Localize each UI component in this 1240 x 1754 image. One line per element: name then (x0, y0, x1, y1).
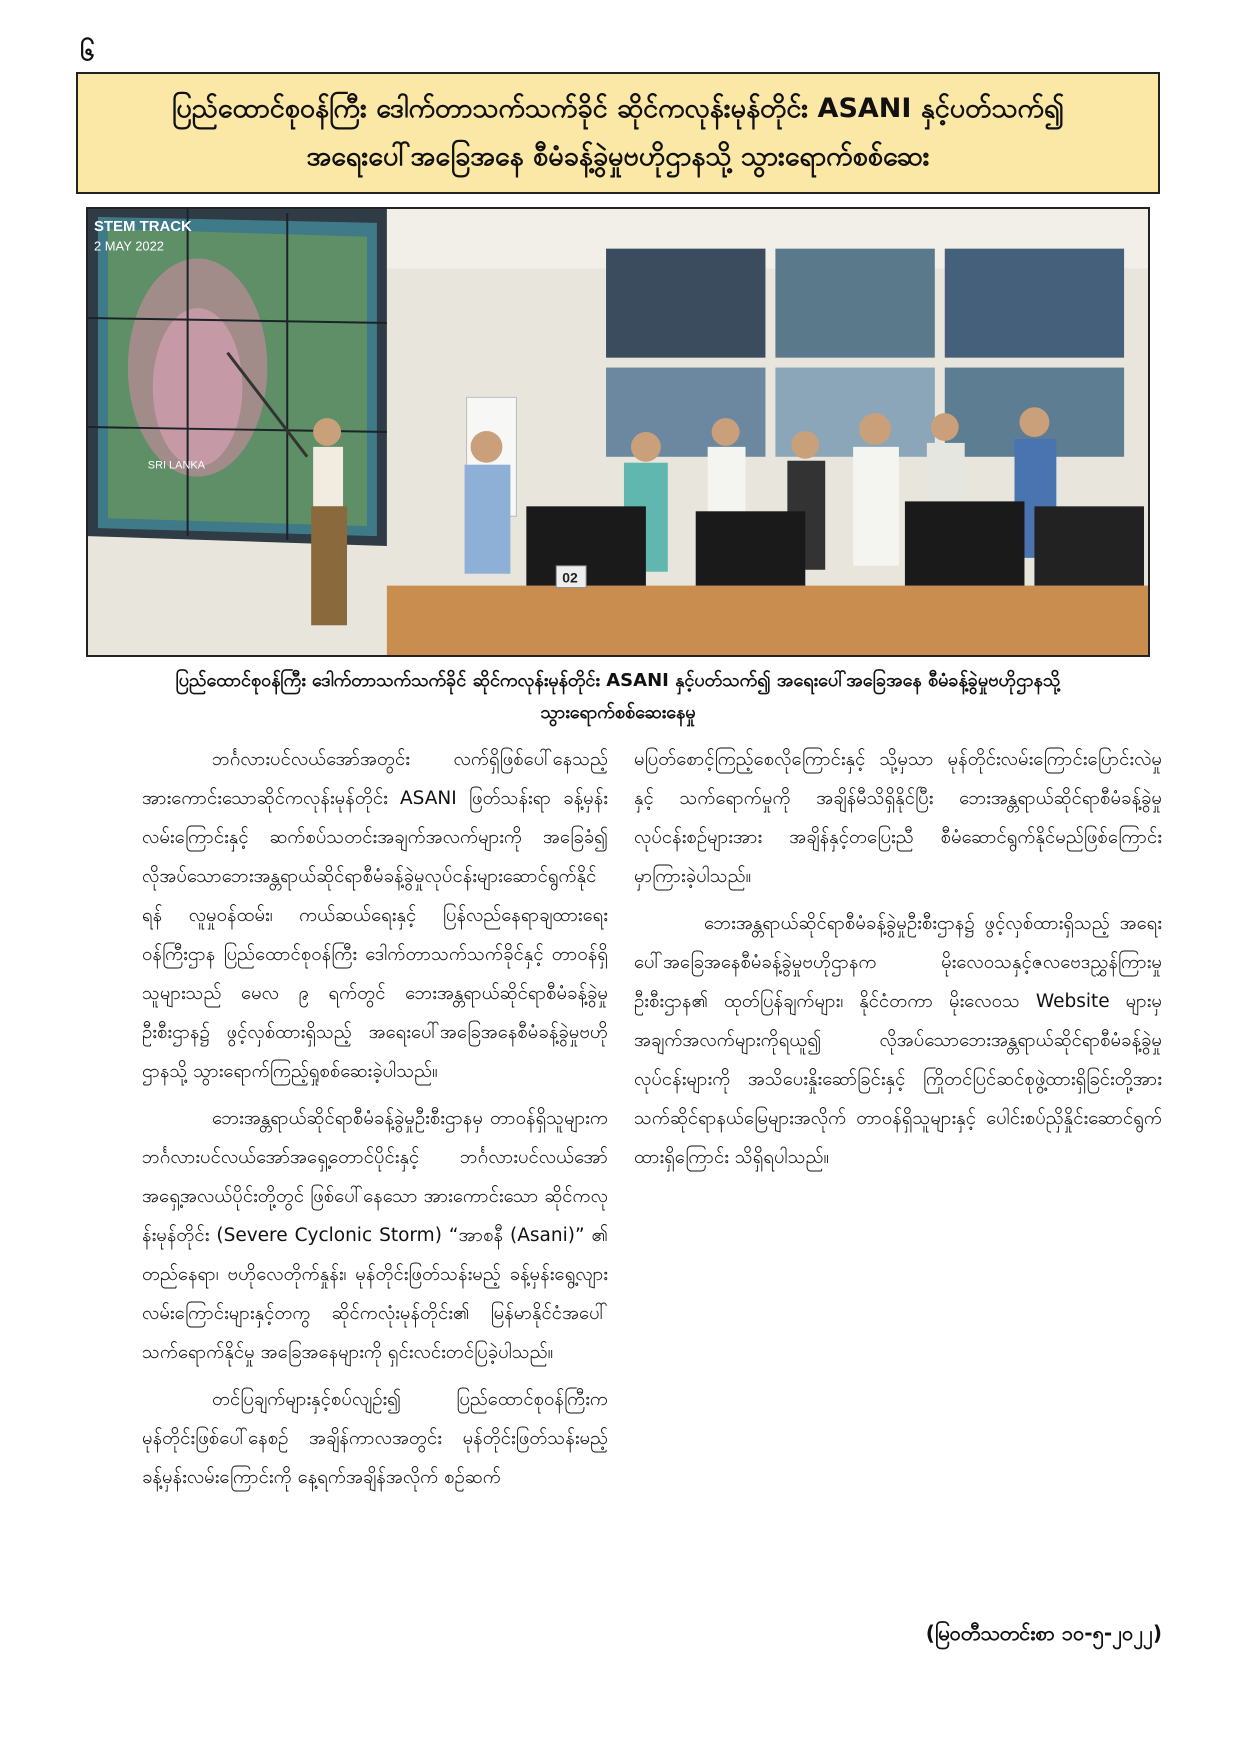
article-left-column (142, 740, 608, 1497)
photo-caption (86, 665, 1150, 729)
caption-line-2: သွားရောက်စစ်ဆေးနေမှု (540, 702, 696, 723)
photo-screen-text-2: 2 MAY 2022 (93, 238, 165, 254)
article-paragraph: ဘေးအန္တရာယ်ဆိုင်ရာစီမံခန့်ခွဲမှုဦးစီးဌာနမှ တာဝန်ရှိသူများက ဘင်္ဂလားပင်လယ်အော်အရှေ့တောင်ပိုင်းနှင့် ဘင်္ဂလားပင်လယ်အော်အရှေ့အလယ်ပိုင်းတို့တွင် ဖြစ်ပေါ်နေသော အားကောင်းသော ဆိုင်ကလုန်းမုန်တိုင်း (Severe Cyclonic Storm) “အာစနီ (Asani)” ၏ တည်နေရာ၊ ဗဟိုလေတိုက်နှုန်း၊ မုန်တိုင်းဖြတ်သန်းမည့် ခန့်မှန်းရွေ့လျားလမ်းကြောင်းများနှင့်တကွ ဆိုင်ကလုံးမုန်တိုင်း၏ မြန်မာနိုင်ငံအပေါ် သက်ရောက်နိုင်မှု အခြေအနေများကို ရှင်းလင်းတင်ပြခဲ့ပါသည်။ (142, 1108, 608, 1363)
article-paragraph: ဘေးအန္တရာယ်ဆိုင်ရာစီမံခန့်ခွဲမှုဦးစီးဌာန၌ ဖွင့်လှစ်ထားရှိသည့် အရေးပေါ်အခြေအနေစီမံခန့်ခွဲမှုဗဟိုဌာနက မိုးလေဝသနှင့်ဇလဗေဒညွှန်ကြားမှုဦးစီးဌာန၏ ထုတ်ပြန်ချက်များ၊ နိုင်ငံတကာ မိုးလေဝသ Website များမှ အချက်အလက်များကိုရယူ၍ လိုအပ်သောဘေးအန္တရာယ်ဆိုင်ရာစီမံခန့်ခွဲမှုလုပ်ငန်းများကို အသိပေးနှိုးဆော်ခြင်းနှင့် ကြိုတင်ပြင်ဆင်စုဖွဲ့ထားရှိခြင်းတို့အား သက်ဆိုင်ရာနယ်မြေများအလိုက် တာဝန်ရှိသူများနှင့် ပေါင်းစပ်ညှိနှိုင်းဆောင်ရွက်ထားရှိကြောင်း သိရှိရပါသည်။ (634, 913, 1162, 1168)
photo-illustration (88, 209, 1148, 655)
photo-desk-number: 02 (562, 569, 578, 586)
news-photo (86, 207, 1150, 657)
page-number: ၆ (80, 37, 95, 67)
headline-line-2: အရေးပေါ်အခြေအနေ စီမံခန့်ခွဲမှုဗဟိုဌာနသို့ သွားရောက်စစ်ဆေး (306, 141, 930, 172)
article-paragraph: ဘင်္ဂလားပင်လယ်အော်အတွင်း လက်ရှိဖြစ်ပေါ်နေသည့် အားကောင်းသောဆိုင်ကလုန်းမုန်တိုင်း ASANI ဖြတ်သန်းရာ ခန့်မှန်းလမ်းကြောင်းနှင့် ဆက်စပ်သတင်းအချက်အလက်များကို အခြေခံ၍ လိုအပ်သောဘေးအန္တရာယ်ဆိုင်ရာစီမံခန့်ခွဲမှုလုပ်ငန်းများဆောင်ရွက်နိုင်ရန် လူမှုဝန်ထမ်း၊ ကယ်ဆယ်ရေးနှင့် ပြန်လည်နေရာချထားရေးဝန်ကြီးဌာန ပြည်ထောင်စုဝန်ကြီး ဒေါက်တာသက်သက်ခိုင်နှင့် တာဝန်ရှိသူများသည် မေလ ၉ ရက်တွင် ဘေးအန္တရာယ်ဆိုင်ရာစီမံခန့်ခွဲမှုဦးစီးဌာန၌ ဖွင့်လှစ်ထားရှိသည့် အရေးပေါ်အခြေအနေစီမံခန့်ခွဲမှုဗဟိုဌာနသို့ သွားရောက်ကြည့်ရှုစစ်ဆေးခဲ့ပါသည်။ (142, 749, 608, 1082)
article-right-column (634, 740, 1162, 1177)
photo-screen-text-3: SRI LANKA (147, 459, 205, 472)
headline-box (76, 72, 1160, 194)
headline-line-1: ပြည်ထောင်စုဝန်ကြီး ဒေါက်တာသက်သက်ခိုင် ဆိုင်ကလုန်းမုန်တိုင်း ASANI နှင့်ပတ်သက်၍ (171, 93, 1065, 124)
caption-line-1: ပြည်ထောင်စုဝန်ကြီး ဒေါက်တာသက်သက်ခိုင် ဆိုင်ကလုန်းမုန်တိုင်း ASANI နှင့်ပတ်သက်၍ အရေးပေါ်အခြေအနေ စီမံခန့်ခွဲမှုဗဟိုဌာနသို့ (175, 670, 1061, 691)
article-paragraph: တင်ပြချက်များနှင့်စပ်လျဉ်း၍ ပြည်ထောင်စုဝန်ကြီးက မုန်တိုင်းဖြစ်ပေါ်နေစဉ် အချိန်ကာလအတွင်း မုန်တိုင်းဖြတ်သန်းမည့်ခန့်မှန်းလမ်းကြောင်းကို နေ့ရက်အချိန်အလိုက် စဉ်ဆက် (142, 1389, 608, 1488)
source-citation: (မြဝတီသတင်းစာ ၁၀-၅-၂၀၂၂) (925, 1621, 1162, 1645)
photo-screen-text-1: STEM TRACK (93, 218, 192, 235)
article-paragraph: မပြတ်စောင့်ကြည့်စေလိုကြောင်းနှင့် သို့မှသာ မုန်တိုင်းလမ်းကြောင်းပြောင်းလဲမှုနှင့် သက်ရောက်မှုကို အချိန်မီသိရှိနိုင်ပြီး ဘေးအန္တရာယ်ဆိုင်ရာစီမံခန့်ခွဲမှုလုပ်ငန်းစဉ်များအား အချိန်နှင့်တပြေးညီ စီမံဆောင်ရွက်နိုင်မည်ဖြစ်ကြောင်း မှာကြားခဲ့ပါသည်။ (634, 749, 1162, 887)
